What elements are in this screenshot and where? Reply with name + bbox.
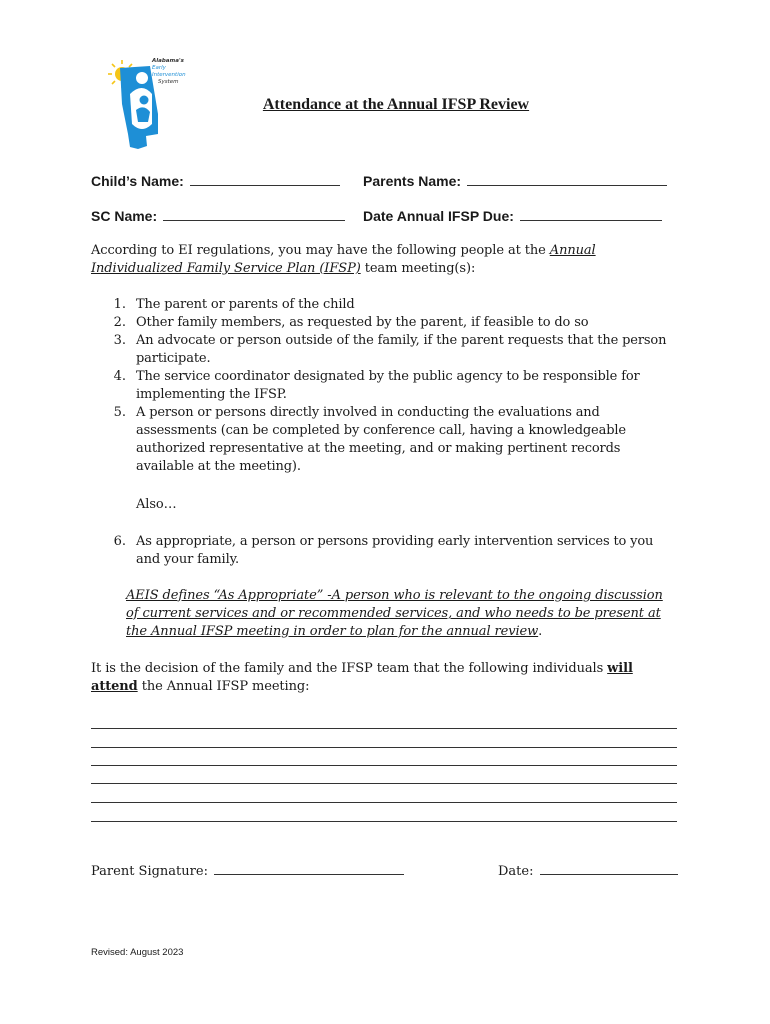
sc-name-label: SC Name: xyxy=(91,208,158,224)
sc-name-field[interactable] xyxy=(91,206,345,224)
intro-text: According to EI regulations, you may have the following people at the xyxy=(91,243,550,258)
also-text: Also… xyxy=(136,497,177,512)
list-number: 3. xyxy=(113,333,126,348)
list-item: An advocate or person outside of the family, if the parent requests that the person participate. xyxy=(136,333,667,366)
intro-paragraph xyxy=(91,242,686,278)
list-item: The service coordinator designated by the public agency to be responsible for implementing the IFSP. xyxy=(136,369,640,402)
logo-line: Intervention xyxy=(152,72,186,78)
decision-text: the Annual IFSP meeting: xyxy=(137,679,310,694)
child-name-field[interactable] xyxy=(91,171,340,189)
page-title: Attendance at the Annual IFSP Review xyxy=(262,96,530,113)
parent-signature-blank[interactable] xyxy=(214,860,404,875)
logo-line: Alabama's xyxy=(152,58,184,64)
revised-date: Revised: August 2023 xyxy=(91,947,184,958)
attendee-line[interactable] xyxy=(91,747,677,748)
list-number: 2. xyxy=(113,315,126,330)
parents-name-blank[interactable] xyxy=(467,171,667,186)
parent-signature-field[interactable] xyxy=(91,860,404,879)
parents-name-label: Parents Name: xyxy=(363,173,462,189)
attendee-line[interactable] xyxy=(91,728,677,729)
as-appropriate-definition xyxy=(126,587,671,641)
list-item: The parent or parents of the child xyxy=(136,297,355,312)
definition-period: . xyxy=(538,624,543,639)
attendee-line[interactable] xyxy=(91,821,677,822)
list-number: 4. xyxy=(113,369,126,384)
date-due-blank[interactable] xyxy=(520,206,662,221)
date-due-label: Date Annual IFSP Due: xyxy=(363,208,514,224)
attendee-line[interactable] xyxy=(91,802,677,803)
list-item: A person or persons directly involved in conducting the evaluations and assessments (can be completed by conference call, having a knowledgeable authorized representative at the meeting, and or making pertinent records available at the meeting). xyxy=(136,405,626,474)
logo-line: Early xyxy=(152,65,166,71)
date-field[interactable] xyxy=(498,860,678,879)
ifsp-term: Annual Individualized Family Service Plan (IFSP) xyxy=(91,243,596,276)
list-number: 5. xyxy=(113,405,126,420)
parent-signature-label: Parent Signature: xyxy=(91,864,208,879)
definition-text: AEIS defines “As Appropriate” -A person who is relevant to the ongoing discussion of current services and or recommended services, and who needs to be present at the Annual IFSP meeting in order to plan for the annual review xyxy=(126,588,663,639)
list-number: 6. xyxy=(113,534,126,549)
list-item: Other family members, as requested by the parent, if feasible to do so xyxy=(136,315,589,330)
child-name-label: Child’s Name: xyxy=(91,173,184,189)
sc-name-blank[interactable] xyxy=(163,206,345,221)
date-blank[interactable] xyxy=(540,860,678,875)
will-attend-emphasis: will attend xyxy=(91,661,633,694)
child-name-blank[interactable] xyxy=(190,171,340,186)
list-number: 1. xyxy=(113,297,126,312)
logo-line: System xyxy=(158,79,179,85)
parents-name-field[interactable] xyxy=(363,171,667,189)
attendee-line[interactable] xyxy=(91,765,677,766)
decision-text: It is the decision of the family and the IFSP team that the following individuals xyxy=(91,661,608,676)
decision-paragraph xyxy=(91,660,681,696)
intro-text: team meeting(s): xyxy=(360,261,476,276)
logo-wordmark xyxy=(152,58,186,86)
date-label: Date: xyxy=(498,864,534,879)
date-due-field[interactable] xyxy=(363,206,662,224)
attendee-line[interactable] xyxy=(91,783,677,784)
list-item: As appropriate, a person or persons providing early intervention services to you and your family. xyxy=(136,534,654,567)
